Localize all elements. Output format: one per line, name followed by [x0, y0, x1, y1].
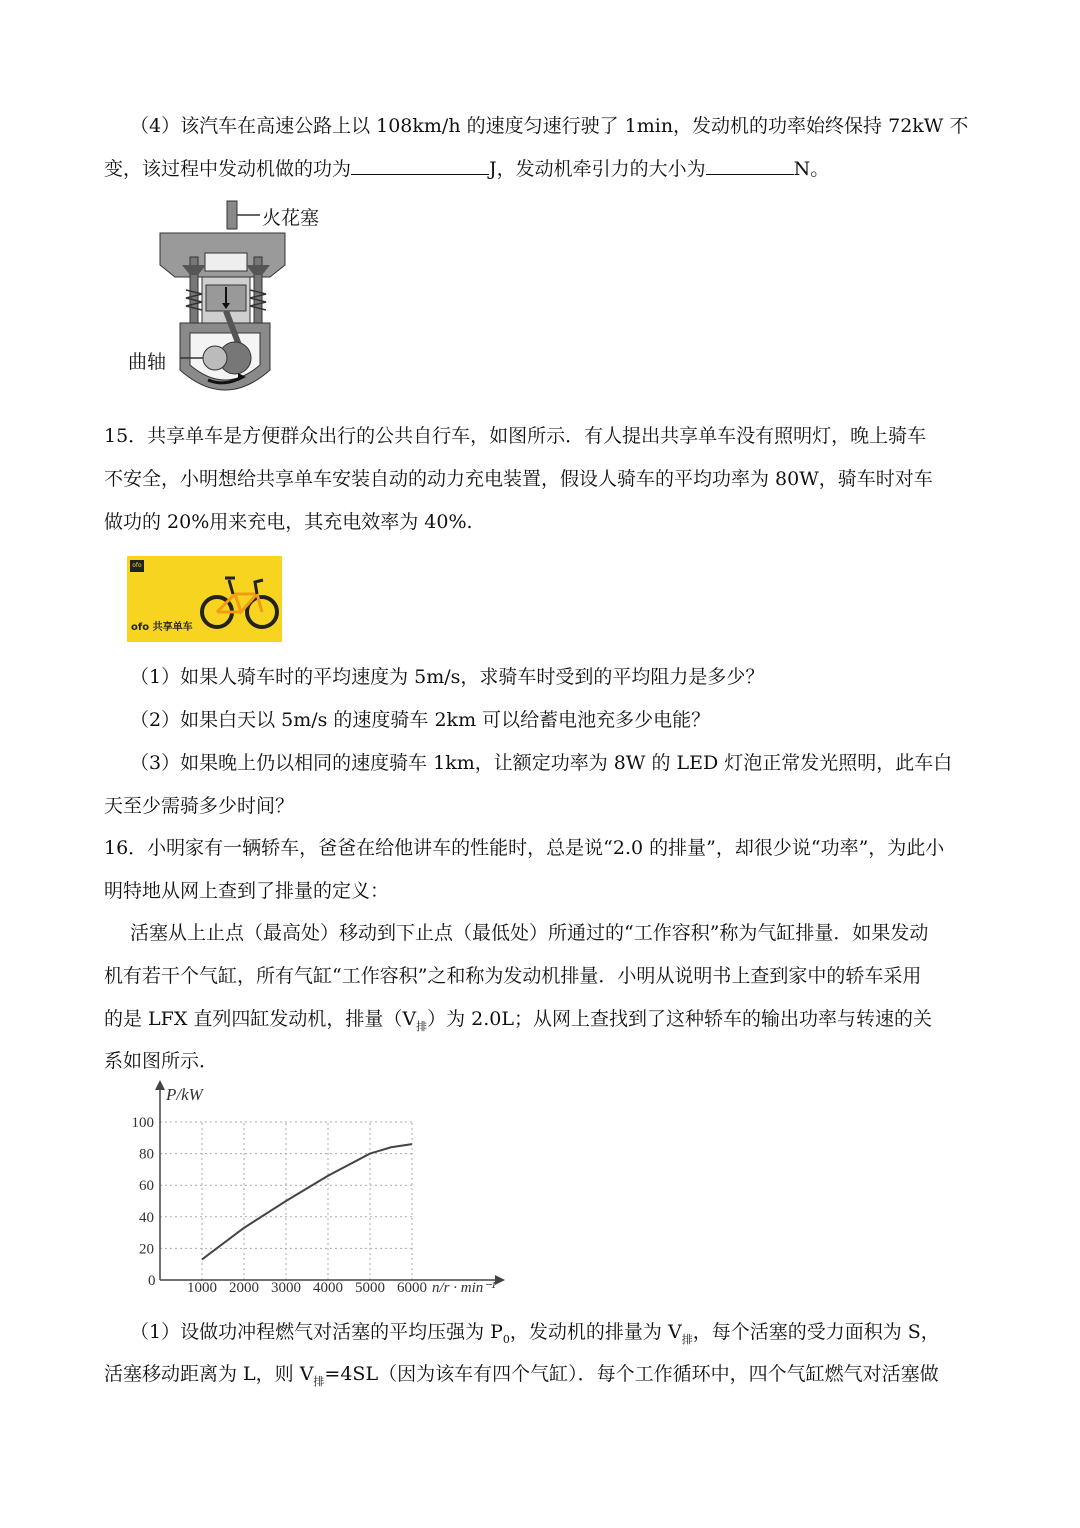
bicycle-icon	[197, 564, 279, 634]
x-tick-label: 1000	[187, 1280, 217, 1296]
q14-part4-line1: （4）该汽车在高速公路上以 108km/h 的速度匀速行驶了 1min，发动机的功率始终保持 72kW 不	[130, 115, 969, 137]
y-tick-label: 20	[139, 1241, 154, 1258]
subscript-pai-3: 排	[313, 1374, 325, 1388]
series-line	[202, 1144, 412, 1259]
answer-blank-work[interactable]	[351, 156, 489, 175]
q14-text-b: J，发动机牵引力的大小为	[489, 158, 706, 180]
origin-label: 0	[148, 1273, 156, 1289]
subscript-pai: 排	[416, 1019, 428, 1033]
subscript-pai-2: 排	[681, 1332, 693, 1346]
q16-p1-b: ，发动机的排量为 V	[509, 1321, 682, 1343]
y-axis-arrow	[155, 1080, 165, 1090]
answer-blank-force[interactable]	[706, 156, 794, 175]
x-axis-label: n/r · min⁻¹	[432, 1280, 496, 1296]
shared-bike-image	[127, 556, 282, 642]
q15-line3: 做功的 20%用来充电，其充电效率为 40%.	[104, 511, 473, 533]
bike-brand-text: ofo 共享单车	[131, 622, 193, 633]
q14-text-a: 变，该过程中发动机做的功为	[104, 158, 352, 180]
x-tick-label: 3000	[271, 1280, 301, 1296]
y-tick-label: 100	[131, 1115, 154, 1131]
x-axis-arrow	[495, 1275, 505, 1285]
q16-line3: 活塞从上止点（最高处）移动到下止点（最低处）所通过的“工作容积”称为气缸排量．如果发动	[130, 922, 929, 944]
label-spark-plug: 火花塞	[262, 207, 320, 229]
q16-line4: 机有若干个气缸，所有气缸“工作容积”之和称为发动机排量．小明从说明书上查到家中的轿车采用	[104, 965, 922, 987]
q16-line1: 16．小明家有一辆轿车，爸爸在给他讲车的性能时，总是说“2.0 的排量”，却很少说“功率”，为此小	[104, 837, 945, 859]
x-tick-label: 6000	[397, 1280, 427, 1296]
q15-line2: 不安全，小明想给共享单车安装自动的动力充电装置，假设人骑车的平均功率为 80W，骑车时对车	[104, 468, 933, 490]
q14-text-c: N。	[793, 158, 830, 180]
q16-p1-c: ，每个活塞的受力面积为 S，	[692, 1321, 940, 1343]
q16-line5	[104, 1007, 932, 1039]
x-tick-label: 2000	[229, 1280, 259, 1296]
q15-question3-line1: （3）如果晚上仍以相同的速度骑车 1km，让额定功率为 8W 的 LED 灯泡正常发光照明，此车白	[130, 752, 953, 774]
q16-line5-b: ）为 2.0L；从网上查找到了这种轿车的输出功率与转速的关	[427, 1008, 933, 1030]
ofo-logo: ofo	[130, 560, 144, 572]
label-crankshaft: 曲轴	[128, 351, 167, 373]
q16-line2: 明特地从网上查到了排量的定义：	[104, 880, 390, 902]
q16-p1-e: =4SL（因为该车有四个气缸）．每个工作循环中，四个气缸燃气对活塞做	[324, 1363, 939, 1385]
q16-part1-line1	[130, 1320, 940, 1352]
q15-question1: （1）如果人骑车时的平均速度为 5m/s，求骑车时受到的平均阻力是多少？	[130, 666, 765, 688]
q15-line1: 15．共享单车是方便群众出行的公共自行车，如图所示．有人提出共享单车没有照明灯，晚上骑车	[104, 425, 927, 447]
power-speed-chart	[110, 1080, 530, 1300]
q15-question3-line2: 天至少需骑多少时间？	[104, 795, 295, 817]
q14-part4-line2	[104, 156, 829, 181]
y-tick-label: 40	[139, 1209, 154, 1226]
q15-question2: （2）如果白天以 5m/s 的速度骑车 2km 可以给蓄电池充多少电能？	[130, 709, 711, 731]
q16-p1-a: （1）设做功冲程燃气对活塞的平均压强为 P	[130, 1321, 503, 1343]
y-axis-label: P/kW	[166, 1085, 203, 1104]
x-tick-label: 5000	[355, 1280, 385, 1296]
q16-part1-line2	[104, 1362, 939, 1394]
q16-p1-d: 活塞移动距离为 L，则 V	[104, 1363, 314, 1385]
x-tick-label: 4000	[313, 1280, 343, 1296]
q16-line6: 系如图所示．	[104, 1050, 219, 1072]
subscript-zero: 0	[502, 1332, 510, 1346]
y-tick-label: 60	[139, 1178, 154, 1195]
y-tick-label: 80	[139, 1146, 154, 1163]
q16-line5-a: 的是 LFX 直列四缸发动机，排量（V	[104, 1008, 417, 1030]
